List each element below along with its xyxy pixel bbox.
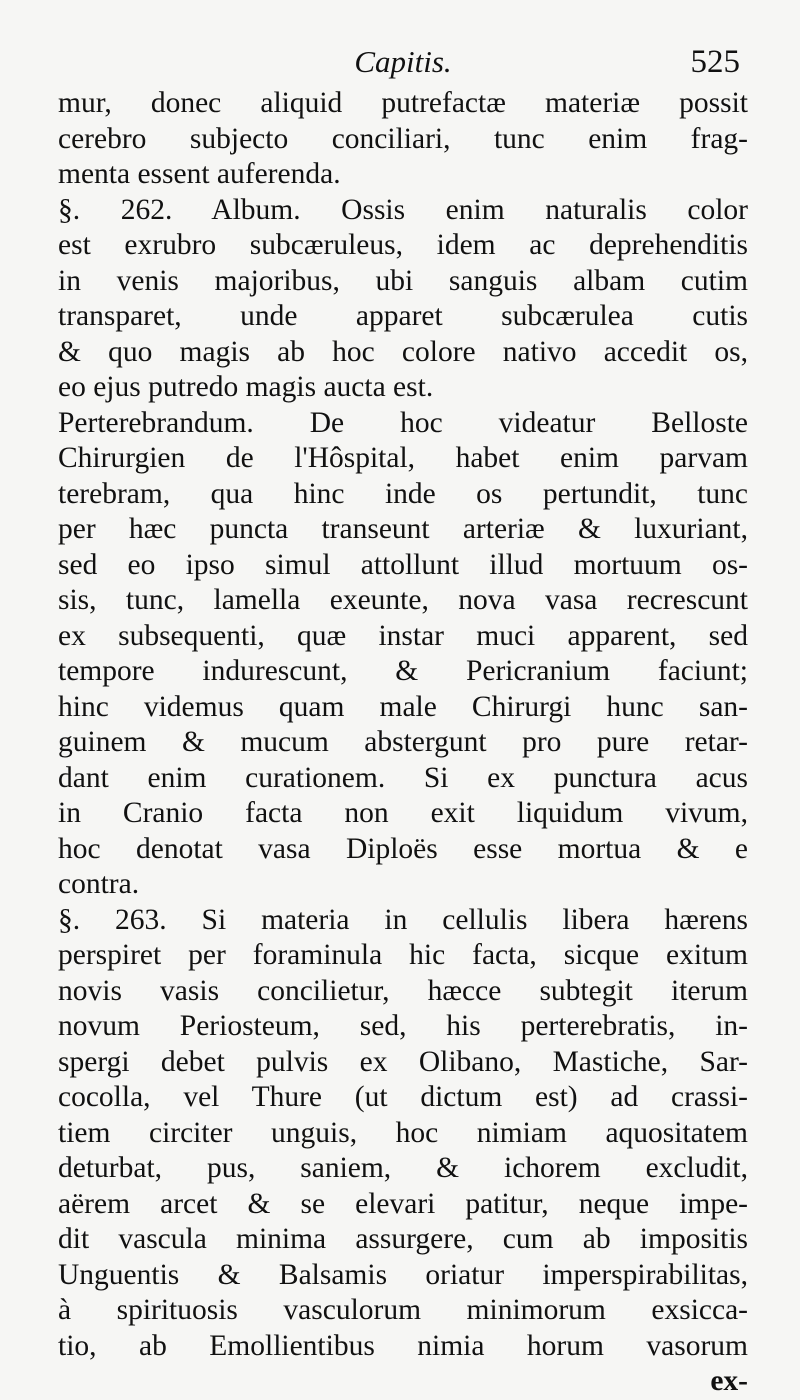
text-line: tio, ab Emollientibus nimia horum vasorum (58, 1329, 748, 1362)
text-line: Unguentis & Balsamis oriatur imperspirabilitas, (58, 1258, 748, 1291)
text-line: dant enim curationem. Si ex punctura acus (58, 761, 748, 794)
text-line: Chirurgien de l'Hôspital, habet enim parvam (58, 442, 748, 474)
text-line: in Cranio facta non exit liquidum vivum, (58, 797, 748, 829)
text-line: perspiret per foraminula hic facta, sicque exitum (58, 939, 748, 971)
text-line: guinem & mucum abstergunt pro pure retar- (58, 726, 748, 758)
text-line: tempore indurescunt, & Pericranium faciunt; (58, 655, 748, 687)
catchword: ex- (710, 1365, 748, 1397)
text-line: contra. (58, 868, 140, 900)
text-line: & quo magis ab hoc colore nativo accedit os, (58, 335, 748, 368)
text-line: dit vascula minima assurgere, cum ab impositis (58, 1223, 748, 1255)
text-line: sed eo ipso simul attollunt illud mortuum os- (58, 548, 748, 581)
text-line: tiem circiter unguis, hoc nimiam aquositatem (58, 1116, 748, 1149)
text-line: novum Periosteum, sed, his perterebratis, in- (58, 1010, 748, 1042)
text-line: per hæc puncta transeunt arteriæ & luxuriant, (58, 513, 748, 545)
text-line: transparet, unde apparet subcærulea cutis (58, 300, 748, 332)
text-line: §. 263. Si materia in cellulis libera hærens (58, 903, 748, 936)
text-line: est exrubro subcæruleus, idem ac deprehenditis (58, 229, 748, 261)
running-title: Capitis. (354, 44, 452, 79)
text-line: terebram, qua hinc inde os pertundit, tunc (58, 477, 748, 510)
text-line: novis vasis concilietur, hæcce subtegit iterum (58, 974, 748, 1007)
text-line: eo ejus putredo magis aucta est. (58, 371, 434, 403)
text-line: cocolla, vel Thure (ut dictum est) ad crassi- (58, 1081, 748, 1113)
text-line: deturbat, pus, saniem, & ichorem excludit, (58, 1152, 748, 1184)
text-line: sis, tunc, lamella exeunte, nova vasa recrescunt (58, 584, 748, 616)
text-line: à spirituosis vasculorum minimorum exsicca- (58, 1294, 748, 1326)
text-line: ex subsequenti, quæ instar muci apparent, sed (58, 619, 748, 652)
text-line: hoc denotat vasa Diploës esse mortua & e (58, 832, 748, 865)
text-line: Perterebrandum. De hoc videatur Belloste (58, 406, 748, 439)
text-line: mur, donec aliquid putrefactæ materiæ possit (58, 87, 748, 119)
page-number: 525 (690, 44, 740, 80)
text-line: cerebro subjecto conciliari, tunc enim frag- (58, 122, 748, 155)
text-line: spergi debet pulvis ex Olibano, Mastiche, Sar- (58, 1045, 748, 1078)
text-line: aërem arcet & se elevari patitur, neque impe- (58, 1187, 748, 1220)
text-line: in venis majoribus, ubi sanguis albam cutim (58, 264, 748, 297)
text-line: hinc videmus quam male Chirurgi hunc san- (58, 690, 748, 723)
text-line: menta essent auferenda. (58, 158, 341, 190)
text-line: §. 262. Album. Ossis enim naturalis color (58, 193, 748, 226)
body-text (58, 86, 748, 1400)
page-header (58, 44, 748, 84)
